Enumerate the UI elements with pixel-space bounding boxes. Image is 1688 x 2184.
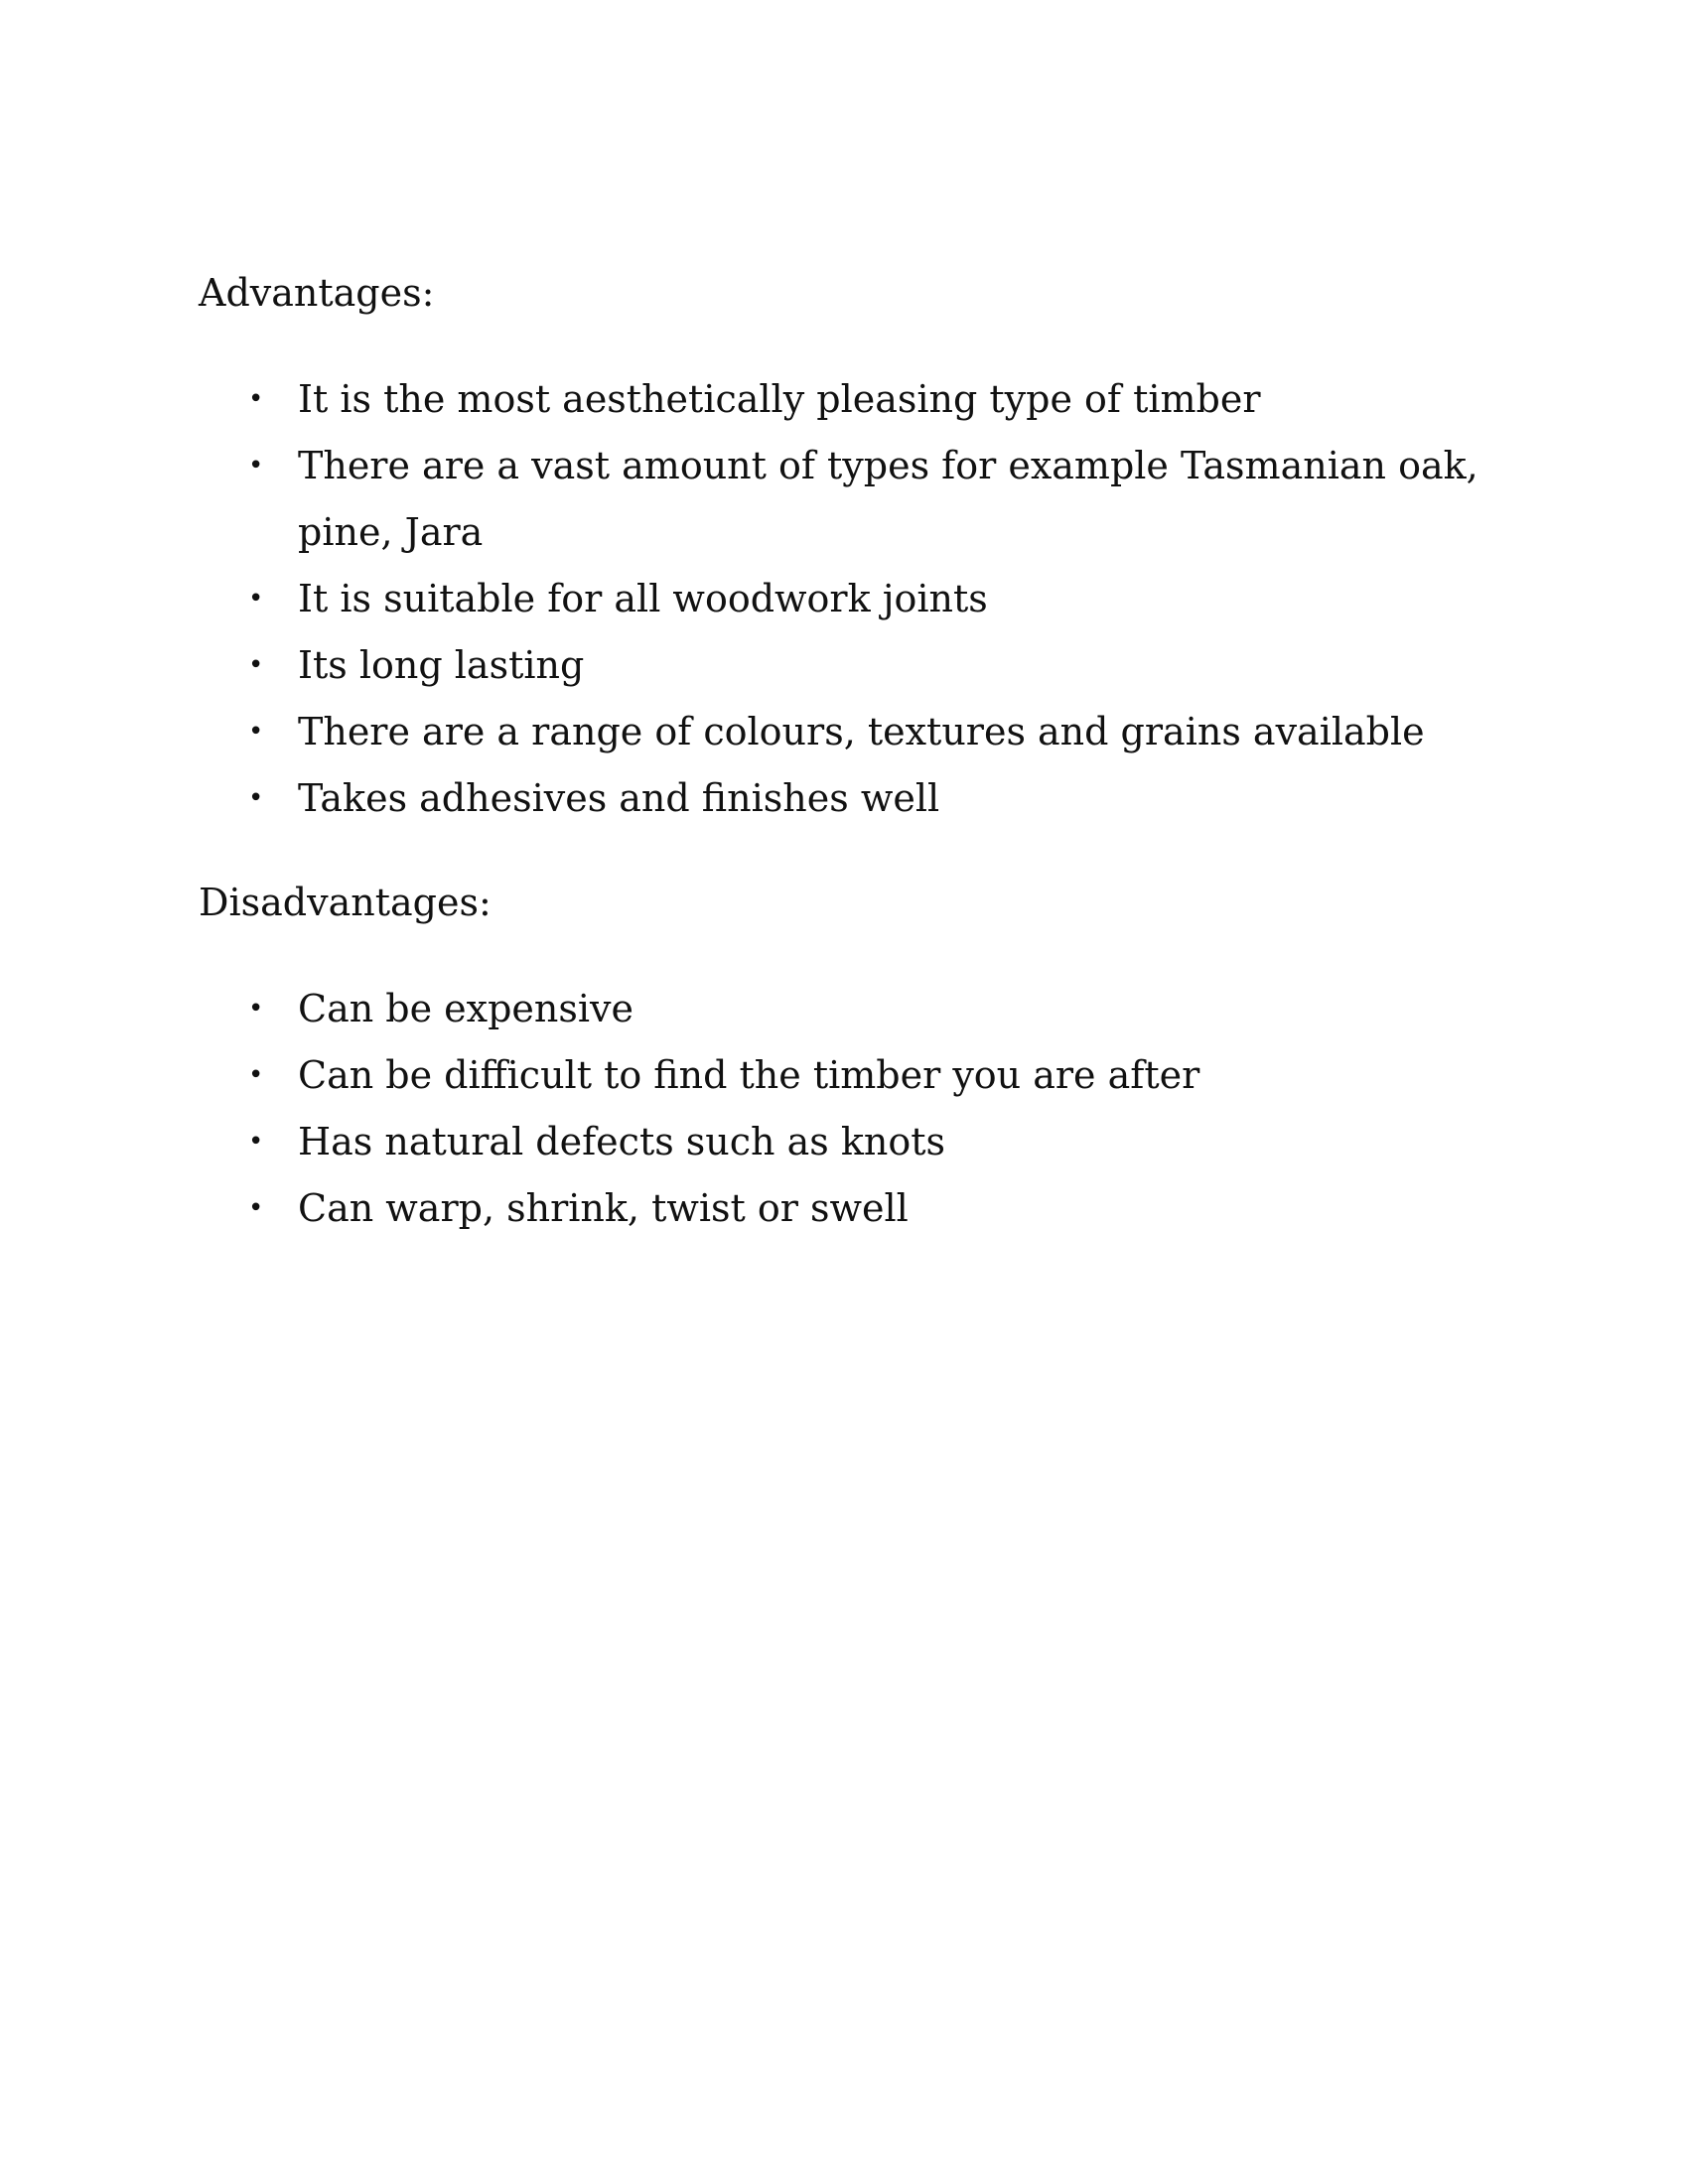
bullet-icon: • bbox=[248, 994, 264, 1024]
list-item bbox=[199, 566, 1489, 632]
disadvantages-heading: Disadvantages: bbox=[199, 881, 492, 924]
list-item-text: Can warp, shrink, twist or swell bbox=[298, 1186, 909, 1230]
list-item bbox=[199, 1175, 1489, 1242]
bullet-icon: • bbox=[248, 584, 264, 614]
bullet-icon: • bbox=[248, 783, 264, 813]
advantages-heading: Advantages: bbox=[199, 271, 435, 315]
advantages-list bbox=[199, 366, 1489, 832]
list-item bbox=[199, 632, 1489, 699]
list-item bbox=[199, 765, 1489, 832]
bullet-icon: • bbox=[248, 1060, 264, 1090]
bullet-icon: • bbox=[248, 451, 264, 480]
spacer bbox=[199, 832, 1489, 870]
list-item bbox=[199, 433, 1489, 566]
list-item-text: There are a range of colours, textures and grains available bbox=[298, 710, 1425, 753]
bullet-icon: • bbox=[248, 1127, 264, 1157]
list-item-text: It is the most aesthetically pleasing type of timber bbox=[298, 377, 1261, 421]
list-item-text: Can be expensive bbox=[298, 987, 633, 1030]
bullet-icon: • bbox=[248, 650, 264, 680]
bullet-icon: • bbox=[248, 384, 264, 414]
list-item-text: It is suitable for all woodwork joints bbox=[298, 577, 988, 620]
list-item bbox=[199, 1109, 1489, 1175]
list-item-text: Has natural defects such as knots bbox=[298, 1120, 945, 1163]
list-item bbox=[199, 366, 1489, 433]
document-content bbox=[199, 260, 1489, 1242]
spacer bbox=[199, 936, 1489, 976]
disadvantages-list bbox=[199, 976, 1489, 1242]
list-item bbox=[199, 1042, 1489, 1109]
list-item-text: Its long lasting bbox=[298, 643, 585, 687]
list-item bbox=[199, 699, 1489, 765]
list-item-text: Can be difficult to find the timber you are after bbox=[298, 1053, 1200, 1097]
list-item-text: Takes adhesives and finishes well bbox=[298, 776, 940, 820]
list-item bbox=[199, 976, 1489, 1042]
bullet-icon: • bbox=[248, 1193, 264, 1223]
list-item-text: There are a vast amount of types for example Tasmanian oak, pine, Jara bbox=[298, 444, 1478, 554]
bullet-icon: • bbox=[248, 717, 264, 747]
spacer bbox=[199, 327, 1489, 366]
